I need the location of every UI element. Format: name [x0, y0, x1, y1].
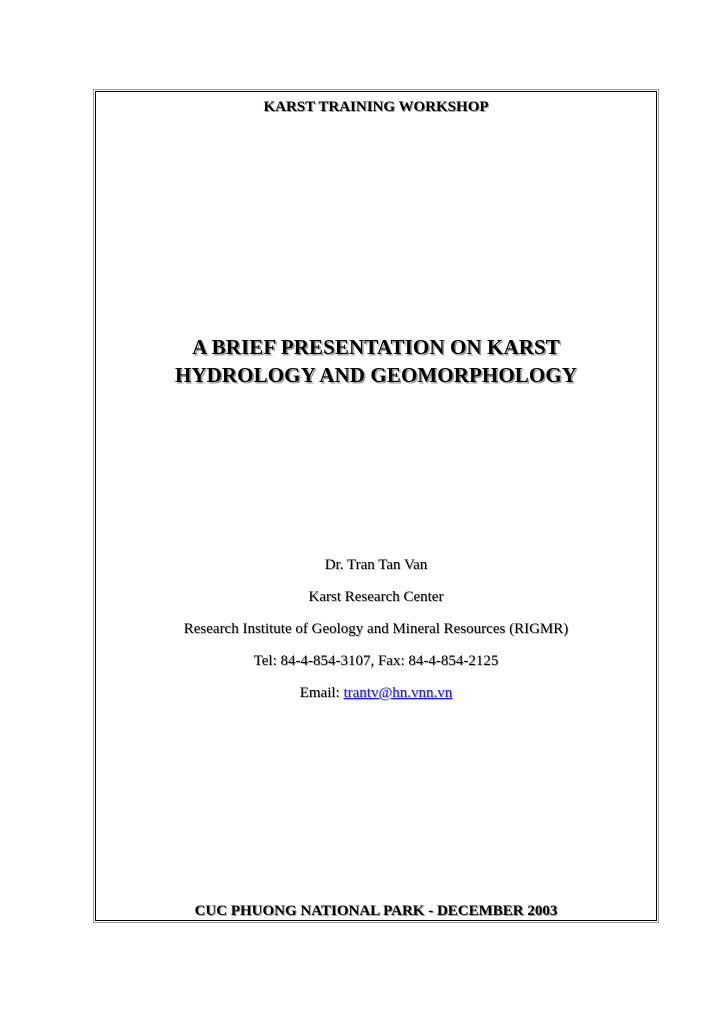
title-line-1: A BRIEF PRESENTATION ON KARST [192, 335, 560, 359]
contact-phone-fax: Tel: 84-4-854-3107, Fax: 84-4-854-2125 [253, 653, 499, 669]
title-line-2: HYDROLOGY AND GEOMORPHOLOGY [174, 363, 578, 387]
email-link[interactable]: trantv@hn.vnn.vn [343, 685, 453, 701]
author-name: Dr. Tran Tan Van [324, 557, 428, 573]
research-center: Karst Research Center [308, 589, 444, 605]
event-footer: CUC PHUONG NATIONAL PARK - DECEMBER 2003 [194, 903, 558, 919]
cover-page-frame [95, 91, 657, 921]
research-institute: Research Institute of Geology and Mineral Resources (RIGMR) [183, 621, 569, 637]
workshop-header: KARST TRAINING WORKSHOP [263, 99, 489, 115]
email-label: Email: [299, 685, 344, 701]
contact-email-line [96, 685, 656, 702]
